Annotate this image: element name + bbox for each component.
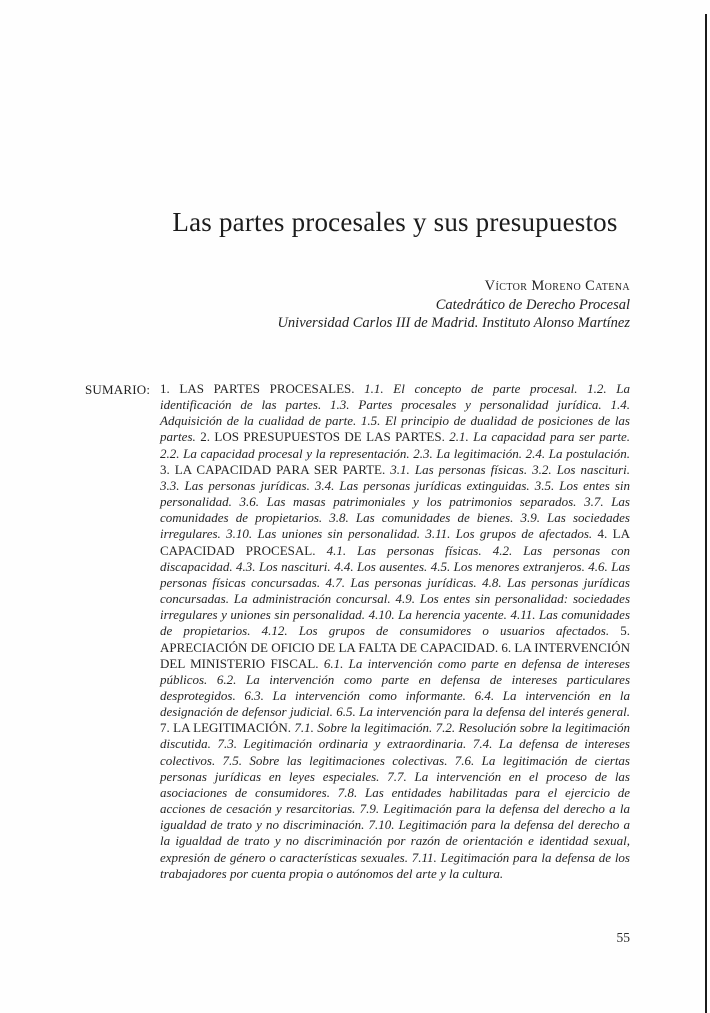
summary-segment: 1.1. El concepto de parte procesal. 1.2. La identificación de las partes. 1.3. Partes procesales y personalidad jurídica. 1.4. Adquisición de la cualidad de parte. 1.5. El principio de dualidad de posiciones de las partes.	[160, 381, 630, 445]
summary-segment: 7. LA LEGITIMACIÓN.	[160, 720, 295, 736]
summary-segment: 6.1. La intervención como parte en defensa de intereses públicos. 6.2. La intervención como parte en defensa de intereses particulares desprotegidos. 6.3. La intervención como informante. 6.4. La intervención en la designación de defensor judicial. 6.5. La intervención para la defensa del interés general.	[160, 655, 630, 720]
author-name: Víctor Moreno Catena	[484, 278, 630, 294]
author-block	[160, 277, 630, 333]
summary-segment: 3.1. Las personas físicas. 3.2. Los nascituri. 3.3. Las personas jurídicas. 3.4. Las personas jurídicas extinguidas. 3.5. Los entes sin personalidad. 3.6. Las masas patrimoniales y los patrimonios separados. 3.7. Las comunidades de propietarios. 3.8. Las comunidades de bienes. 3.9. Las sociedades irregulares. 3.10. Las uniones sin personalidad. 3.11. Los grupos de afectados.	[160, 461, 630, 542]
summary-segment: 1. LAS PARTES PROCESALES.	[160, 381, 365, 396]
page-number: 55	[616, 930, 630, 945]
summary-text	[160, 381, 630, 882]
summary-segment: 5. APRECIACIÓN DE OFICIO DE LA FALTA DE CAPACIDAD. 6. LA INTERVENCIÓN DEL MINISTERIO FISCAL.	[160, 623, 630, 671]
author-affiliation: Universidad Carlos III de Madrid. Instituto Alonso Martínez	[277, 315, 630, 331]
summary-segment: 2. LOS PRESUPUESTOS DE LAS PARTES.	[200, 429, 450, 445]
summary-segment: 2.1. La capacidad para ser parte. 2.2. La capacidad procesal y la representación. 2.3. La legitimación. 2.4. La postulación.	[160, 429, 631, 461]
summary-label: SUMARIO:	[85, 382, 151, 397]
summary-section	[85, 381, 630, 882]
scan-edge-line	[705, 14, 707, 1013]
summary-segment: 4.1. Las personas físicas. 4.2. Las personas con discapacidad. 4.3. Los nascituri. 4.4. Los ausentes. 4.5. Los menores extranjeros. 4.6. Las personas físicas concursadas. 4.7. Las personas jurídicas. 4.8. Las personas jurídicas concursadas. La administración concursal. 4.9. Los entes sin personalidad: sociedades irregulares y uniones sin personalidad. 4.10. La herencia yacente. 4.11. Las comunidades de propietarios. 4.12. Los grupos de consumidores o usuarios afectados.	[160, 542, 631, 639]
author-role: Catedrático de Derecho Procesal	[435, 296, 630, 313]
page-title: Las partes procesales y sus presupuestos	[172, 207, 618, 237]
summary-segment: 4. LA CAPACIDAD PROCESAL.	[160, 526, 630, 558]
summary-segment: 7.1. Sobre la legitimación. 7.2. Resolución sobre la legitimación discutida. 7.3. Legitimación ordinaria y extraordinaria. 7.4. La defensa de intereses colectivos. 7.5. Sobre las legitimaciones colectivas. 7.6. La legitimación de ciertas personas jurídicas en leyes especiales. 7.7. La intervención en el proceso de las asociaciones de consumidores. 7.8. Las entidades habilitadas para el ejercicio de acciones de cesación y resarcitorias. 7.9. Legitimación para la defensa del derecho a la igualdad de trato y no discriminación. 7.10. Legitimación para la defensa del derecho a la igualdad de trato y no discriminación por razón de orientación e identidad sexual, expresión de género o características sexuales. 7.11. Legitimación para la defensa de los trabajadores por cuenta propia o autónomos del arte y la cultura.	[160, 720, 630, 881]
summary-segment: 3. LA CAPACIDAD PARA SER PARTE.	[160, 461, 391, 477]
